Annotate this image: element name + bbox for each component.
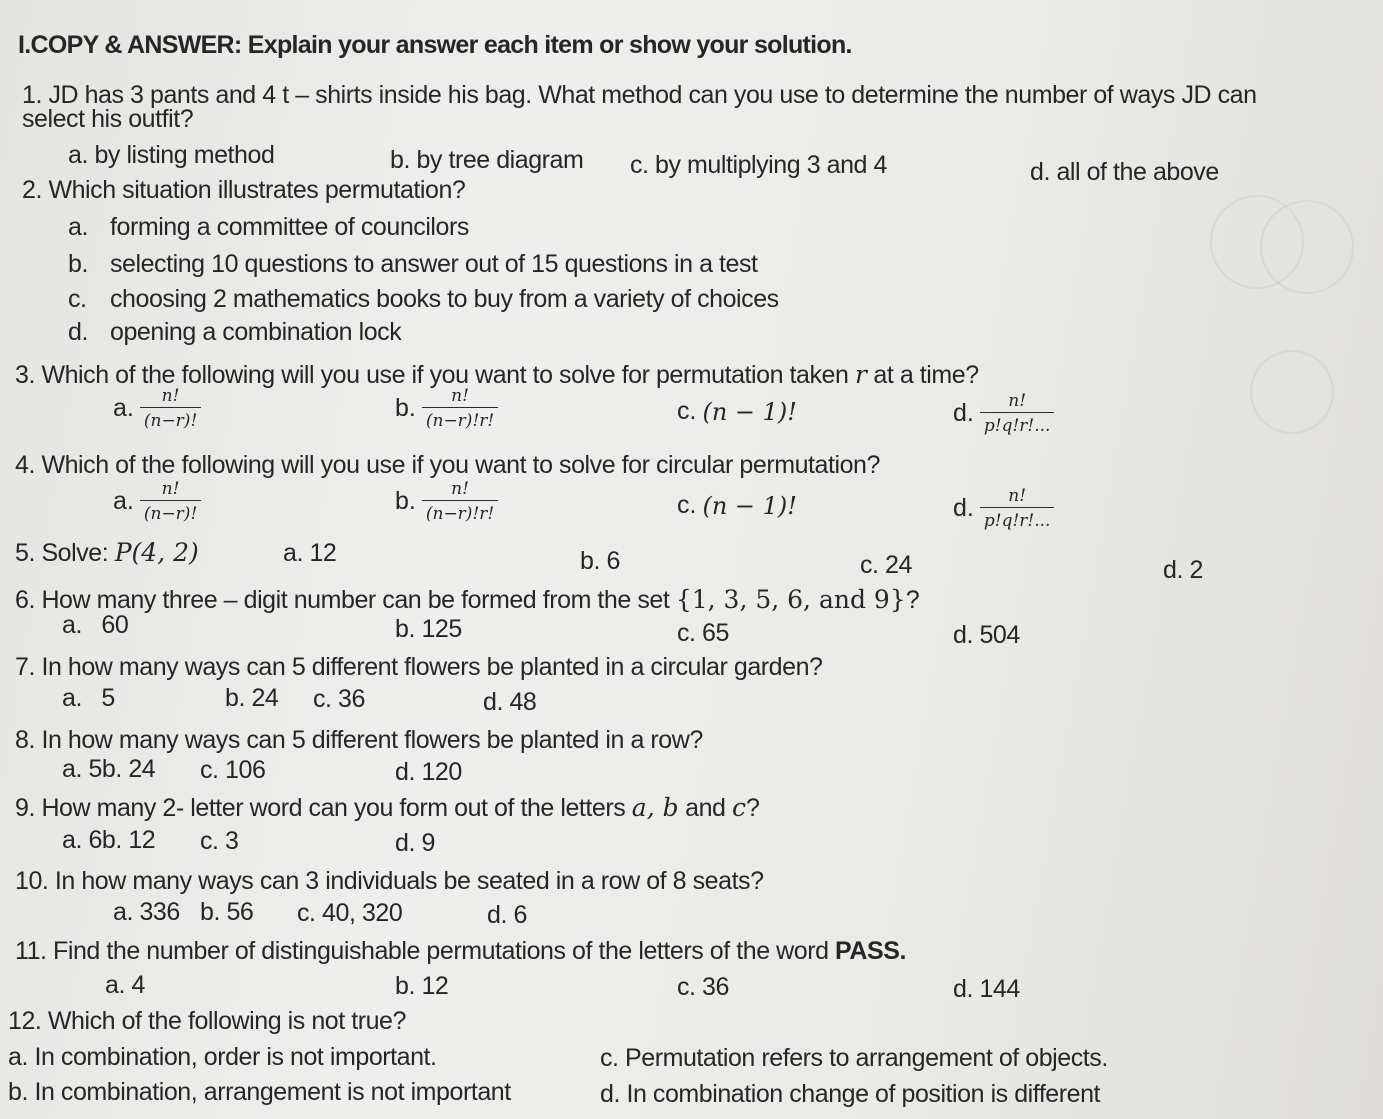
question-6-option-b: b. 125: [395, 615, 462, 643]
question-2-option-b: [68, 249, 758, 279]
stem-text: and: [685, 794, 726, 822]
question-10-option-d: d. 6: [487, 901, 527, 929]
stem-text: ?: [905, 586, 920, 614]
stem-text: 5. Solve:: [15, 539, 109, 567]
stem-text: 9. How many 2- letter word can you form out of the letters: [15, 794, 626, 822]
numerator: n!: [1008, 391, 1027, 411]
question-11-stem: [15, 936, 906, 966]
question-8-option-d: d. 120: [395, 758, 462, 786]
formula-fraction: [422, 478, 498, 525]
question-6-option-a: a. 60: [62, 611, 129, 639]
question-3-option-a: [113, 385, 201, 432]
numerator: n!: [451, 479, 469, 499]
question-1-option-b: b. by tree diagram: [390, 146, 584, 174]
question-12-option-c: c. Permutation refers to arrangement of objects.: [600, 1044, 1108, 1072]
stem-text: 6. How many three – digit number can be formed from the set: [15, 586, 670, 614]
denominator: (n−r)!: [140, 500, 201, 525]
denominator: p!q!r!...: [980, 412, 1055, 437]
option-letter: b.: [395, 394, 416, 422]
question-4-option-d: [953, 485, 1054, 532]
question-2-option-d: [68, 317, 401, 347]
question-5-option-b: b. 6: [580, 547, 620, 575]
option-letter: c.: [68, 285, 87, 313]
question-12-option-d: d. In combination change of position is different: [600, 1080, 1101, 1108]
question-10-option-c: c. 40, 320: [297, 899, 403, 927]
option-letter: c.: [677, 491, 697, 519]
question-12-option-b: b. In combination, arrangement is not important: [8, 1078, 511, 1106]
formula-fraction: [140, 385, 201, 432]
option-letter: a.: [113, 487, 134, 515]
denominator: (n−r)!r!: [422, 407, 498, 432]
stem-text: 11. Find the number of distinguishable permutations of the letters of the word: [15, 937, 829, 965]
option-letter: d.: [953, 494, 974, 522]
option-letter: d.: [953, 399, 974, 427]
formula-expression: (n − 1)!: [702, 491, 797, 520]
stem-math: {1, 3, 5, 6, and 9}: [675, 585, 906, 614]
question-10-stem: 10. In how many ways can 3 individuals be seated in a row of 8 seats?: [15, 867, 764, 895]
question-1-stem-cont: select his outfit?: [22, 105, 194, 133]
question-7-option-a: a. 5: [62, 684, 115, 712]
formula-fraction: [980, 390, 1055, 437]
question-7-stem: 7. In how many ways can 5 different flowers be planted in a circular garden?: [15, 653, 823, 681]
bleed-through-circle: [1250, 350, 1334, 434]
stem-word: PASS: [835, 937, 900, 965]
question-3-option-c: [677, 397, 797, 426]
stem-text: at a time?: [873, 361, 979, 389]
question-7-option-d: d. 48: [483, 688, 537, 716]
question-5-stem: [15, 538, 199, 568]
stem-math: P(4, 2): [114, 538, 199, 567]
option-text: opening a combination lock: [110, 318, 402, 346]
question-9-option-d: d. 9: [395, 829, 435, 857]
numerator: n!: [161, 479, 180, 499]
question-7-option-c: c. 36: [313, 685, 365, 713]
numerator: n!: [161, 386, 180, 406]
question-12-option-a: a. In combination, order is not important.: [8, 1043, 437, 1071]
stem-text: .: [899, 937, 906, 965]
question-6-option-d: d. 504: [953, 621, 1020, 649]
question-1-option-a: a. by listing method: [68, 141, 275, 169]
question-2-option-c: [68, 284, 779, 314]
question-1-option-d: d. all of the above: [1030, 158, 1219, 186]
question-4-option-a: [113, 478, 201, 525]
option-letter: a.: [113, 394, 134, 422]
question-3-option-d: [953, 390, 1054, 437]
stem-variable: c: [731, 793, 746, 822]
page-title: I.COPY & ANSWER: Explain your answer each item or show your solution.: [18, 31, 852, 59]
numerator: n!: [451, 386, 469, 406]
question-4-stem: 4. Which of the following will you use if you want to solve for circular permutation?: [15, 451, 880, 479]
question-9-option-c: c. 3: [200, 827, 239, 855]
question-6-option-c: c. 65: [677, 619, 729, 647]
stem-variable: a, b: [631, 793, 679, 822]
question-11-option-c: c. 36: [677, 973, 729, 1001]
formula-fraction: [980, 485, 1055, 532]
question-11-option-d: d. 144: [953, 975, 1020, 1003]
question-6-stem: [15, 585, 919, 615]
formula-fraction: [422, 385, 498, 432]
question-1-option-c: c. by multiplying 3 and 4: [630, 151, 887, 179]
numerator: n!: [1008, 486, 1027, 506]
stem-text: ?: [746, 794, 760, 822]
formula-expression: (n − 1)!: [702, 397, 797, 426]
option-text: choosing 2 mathematics books to buy from a variety of choices: [110, 285, 779, 313]
denominator: (n−r)!r!: [422, 500, 498, 525]
denominator: (n−r)!: [140, 407, 201, 432]
question-9-stem: [15, 793, 759, 823]
question-9-option-ab: a. 6b. 12: [62, 826, 156, 854]
question-8-stem: 8. In how many ways can 5 different flowers be planted in a row?: [15, 726, 703, 754]
question-4-option-c: [677, 491, 797, 520]
variable-r: r: [854, 360, 867, 389]
question-8-option-ab: a. 5b. 24: [62, 755, 156, 783]
option-letter: d.: [68, 318, 88, 346]
question-3-option-b: [395, 385, 498, 432]
question-1-stem: 1. JD has 3 pants and 4 t – shirts inside his bag. What method can you use to determine the number of ways JD can: [22, 81, 1257, 109]
option-letter: c.: [677, 397, 697, 425]
denominator: p!q!r!...: [980, 507, 1055, 532]
option-letter: a.: [68, 213, 88, 241]
question-4-option-b: [395, 478, 498, 525]
question-10-option-a: a. 336: [113, 898, 180, 926]
question-11-option-b: b. 12: [395, 972, 449, 1000]
option-letter: b.: [395, 487, 416, 515]
question-12-stem: 12. Which of the following is not true?: [8, 1007, 406, 1035]
option-letter: b.: [68, 250, 88, 278]
question-8-option-c: c. 106: [200, 756, 266, 784]
stem-text: 3. Which of the following will you use if you want to solve for permutation taken: [15, 361, 849, 389]
question-7-option-b: b. 24: [225, 684, 279, 712]
option-text: forming a committee of councilors: [110, 213, 469, 241]
option-text: selecting 10 questions to answer out of 15 questions in a test: [110, 250, 758, 278]
question-11-option-a: a. 4: [105, 971, 145, 999]
bleed-through-circle: [1260, 200, 1354, 294]
question-5-option-c: c. 24: [860, 551, 912, 579]
question-2-option-a: [68, 212, 469, 242]
formula-fraction: [140, 478, 201, 525]
question-5-option-d: d. 2: [1163, 556, 1203, 584]
question-10-option-b: b. 56: [200, 898, 254, 926]
question-5-option-a: a. 12: [283, 539, 337, 567]
question-2-stem: 2. Which situation illustrates permutation?: [22, 176, 466, 204]
